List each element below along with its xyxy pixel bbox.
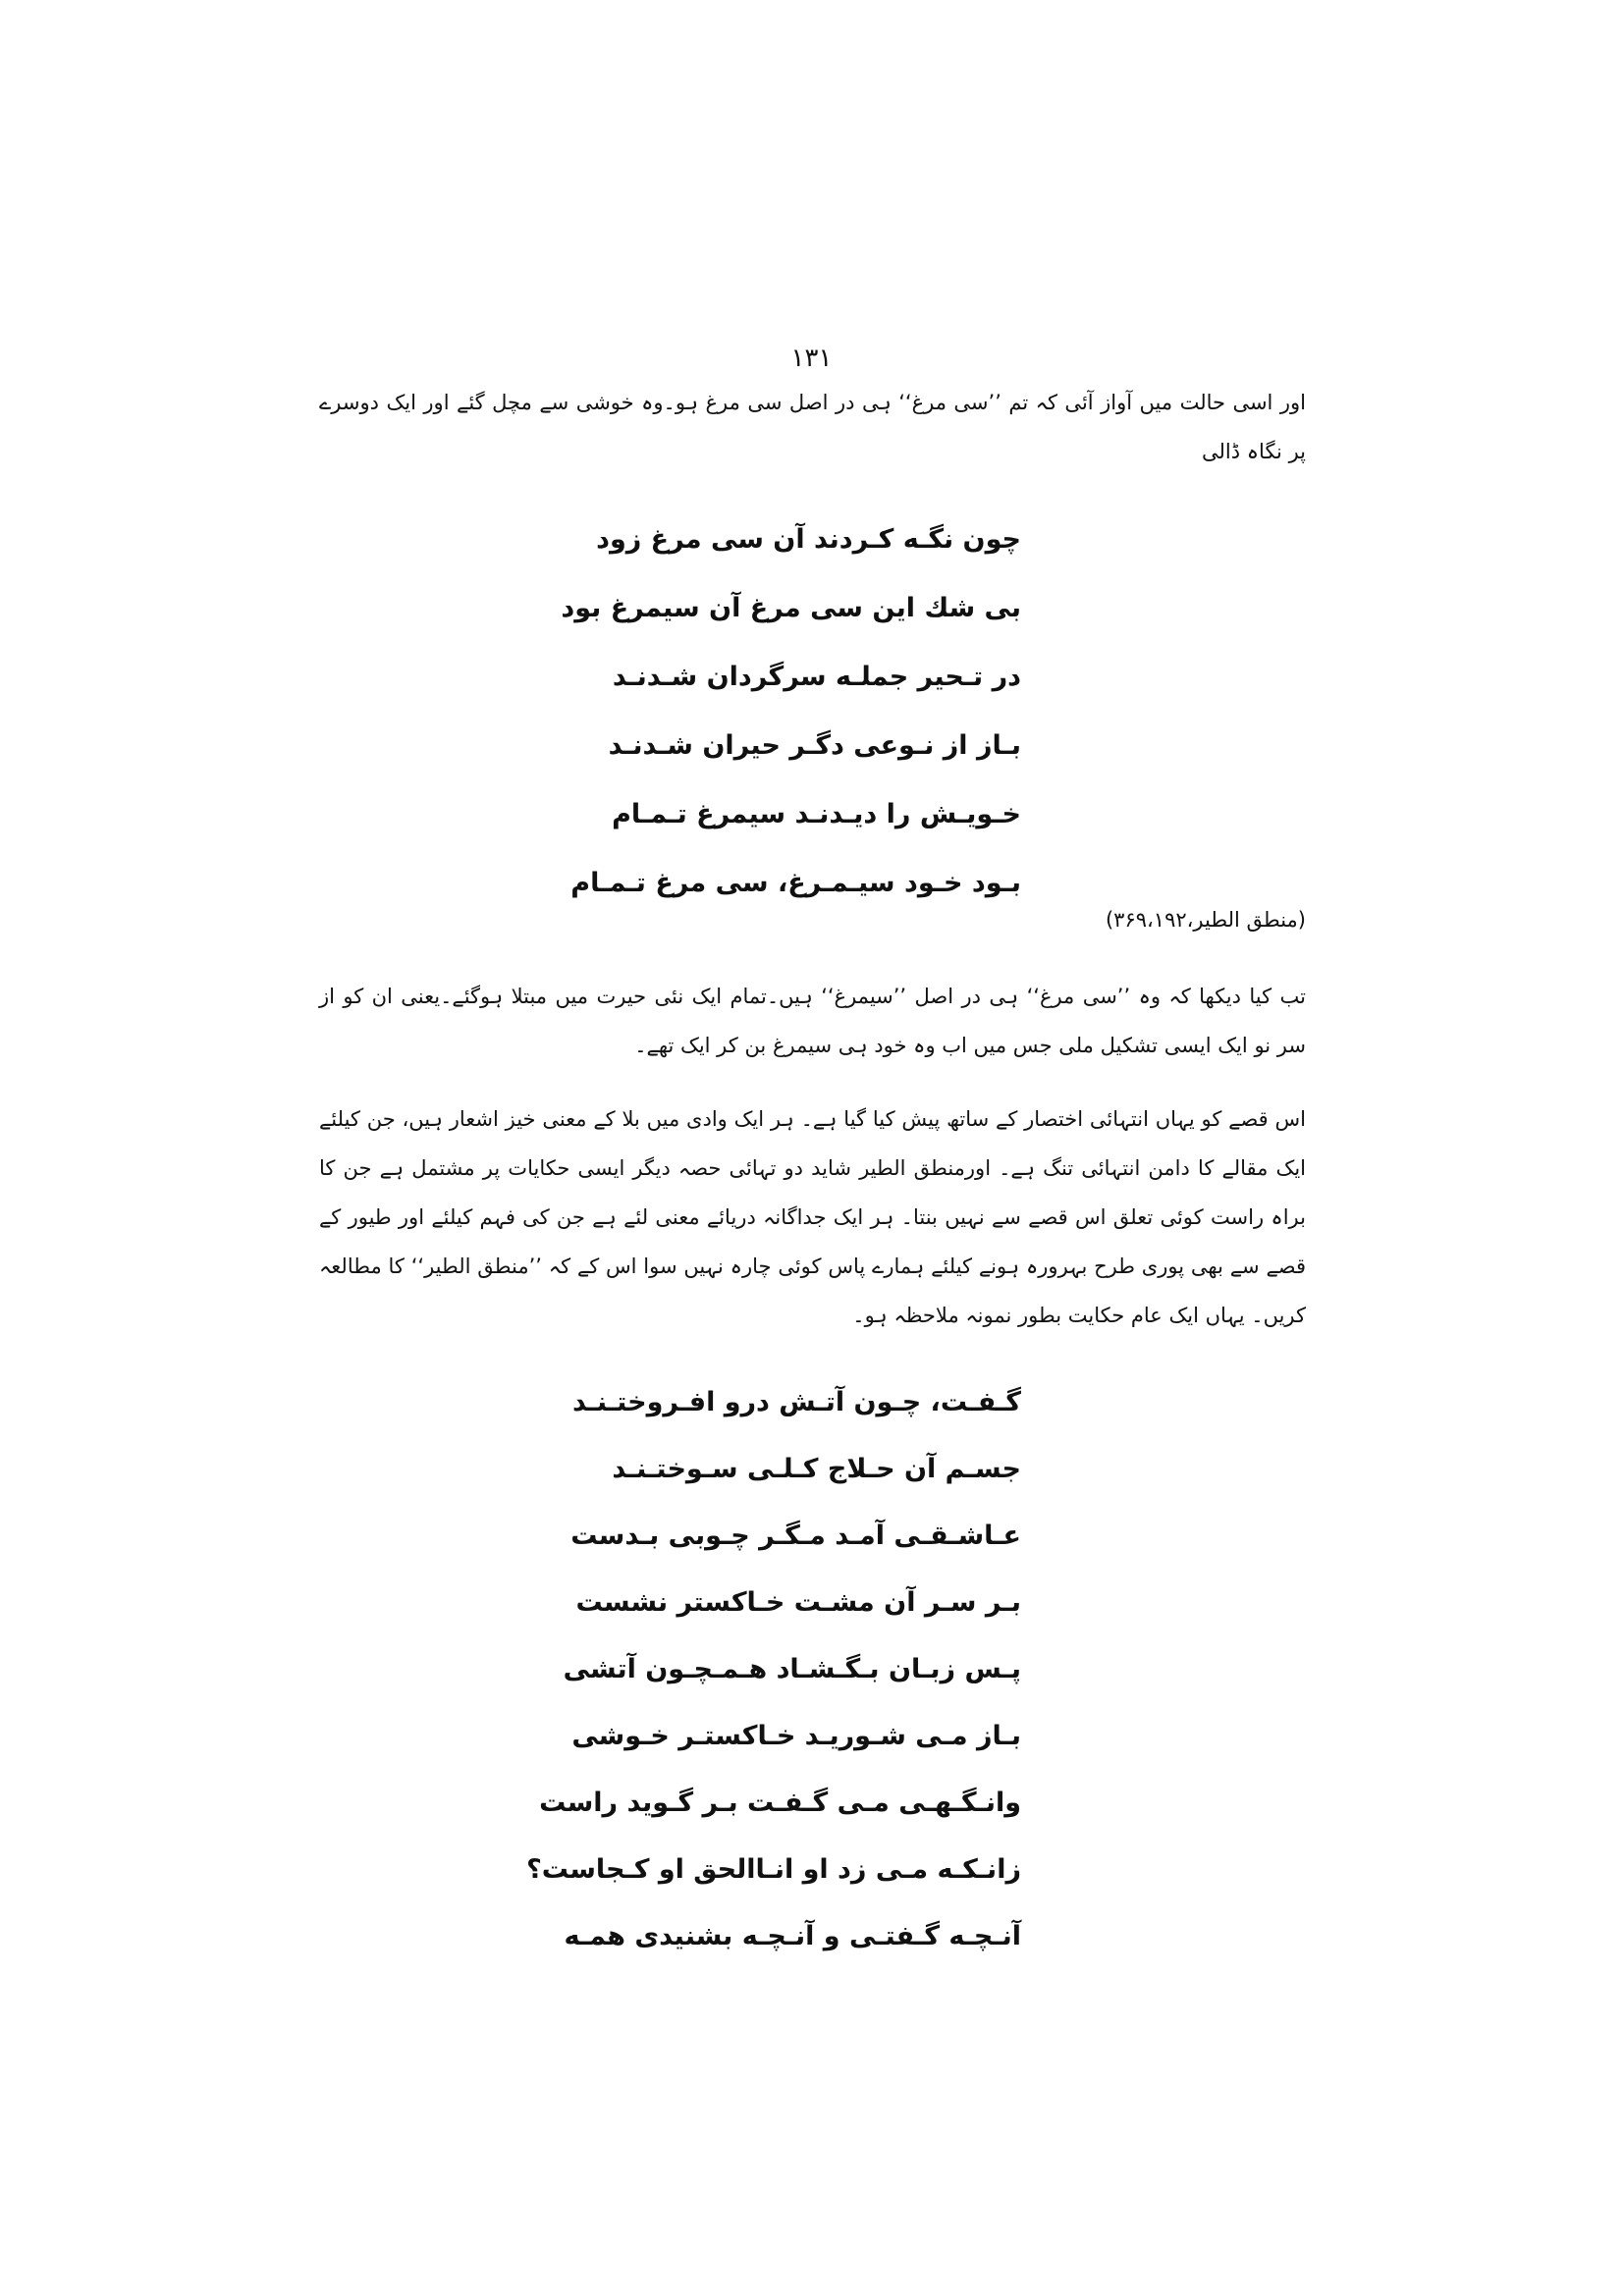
verse-line: جسـم آن حـلاج کـلـی سـوختـنـد xyxy=(612,1454,1021,1484)
paragraph-summary: اس قصے کو یہاں انتہائی اختصار کے ساتھ پیش کیا گیا ہے۔ ہر ایک وادی میں بلا کے معنی خیز اشعار ہیں، جن کیلئے ایک مقالے کا دامن انتہائی تنگ ہے۔ اورمنطق الطیر شاید دو تہائی حصہ دیگر ایسی حکایات پر مشتمل ہے جن کا براہ راست کوئی تعلق اس قصے سے نہیں بنتا۔ ہر ایک جداگانہ دریائے معنی لئے ہے جن کی فہم کیلئے اور طیور کے قصے سے بھی پوری طرح بہرورہ ہونے کیلئے ہمارے پاس کوئی چارہ نہیں سوا اس کے کہ ’’منطق الطیر‘‘ کا مطالعہ کریں۔ یہاں ایک عام حکایت بطور نمونہ ملاحظہ ہو۔ xyxy=(319,1107,1306,1327)
verse-line: خـویـش را دیـدنـد سیمرغ تـمـام xyxy=(612,799,1021,829)
paragraph-discovery: تب کیا دیکھا کہ وہ ’’سی مرغ‘‘ ہی در اصل ’’سیمرغ‘‘ ہیں۔تمام ایک نئی حیرت میں مبتلا ہوگئے۔یعنی ان کو از سر نو ایک ایسی تشکیل ملی جس میں اب وہ خود ہی سیمرغ بن کر ایک تھے۔ xyxy=(319,985,1306,1057)
verse-block-2 xyxy=(526,1369,1021,1970)
verse-line: گـفـت، چـون آتـش درو افـروختـنـد xyxy=(572,1387,1021,1417)
verse-line: آنـچـه گـفتـی و آنـچـه بشنیدی همـه xyxy=(564,1921,1021,1951)
verse-line: بـر سـر آن مشـت خـاکستر نشست xyxy=(575,1587,1021,1618)
verse-line: پـس زبـان بـگـشـاد هـمـچـون آتشی xyxy=(563,1654,1021,1684)
verse-line: بـاز از نـوعی دگـر حیران شـدنـد xyxy=(608,730,1021,761)
verse-line: بـود خـود سیـمـرغ، سی مرغ تـمـام xyxy=(570,868,1021,898)
verse-line: چون نگـه کـردند آن سی مرغ زود xyxy=(596,524,1021,555)
verse-line: زانـکـه مـی زد او انـاالحق او کـجاست؟ xyxy=(526,1854,1021,1885)
paragraph-intro: اور اسی حالت میں آواز آئی کہ تم ’’سی مرغ‘‘ ہی در اصل سی مرغ ہو۔وہ خوشی سے مچل گئے اور ایک دوسرے پر نگاہ ڈالی xyxy=(319,391,1306,463)
verse-line: بـاز مـی شـوریـد خـاکستـر خـوشی xyxy=(571,1721,1021,1751)
citation: (منطق الطیر،۳۶۹،۱۹۲) xyxy=(1105,908,1306,932)
verse-line: بی شك این سی مرغ آن سیمرغ بود xyxy=(561,593,1021,623)
verse-line: عـاشـقـی آمـد مـگـر چـوبی بـدست xyxy=(570,1521,1021,1551)
verse-line: وانـگـهـی مـی گـفـت بـر گـوید راست xyxy=(539,1788,1021,1818)
page-number: ۱۳۱ xyxy=(790,344,833,373)
verse-line: در تـحیر جملـه سرگردان شـدنـد xyxy=(612,662,1021,692)
verse-block-1 xyxy=(561,506,1021,918)
